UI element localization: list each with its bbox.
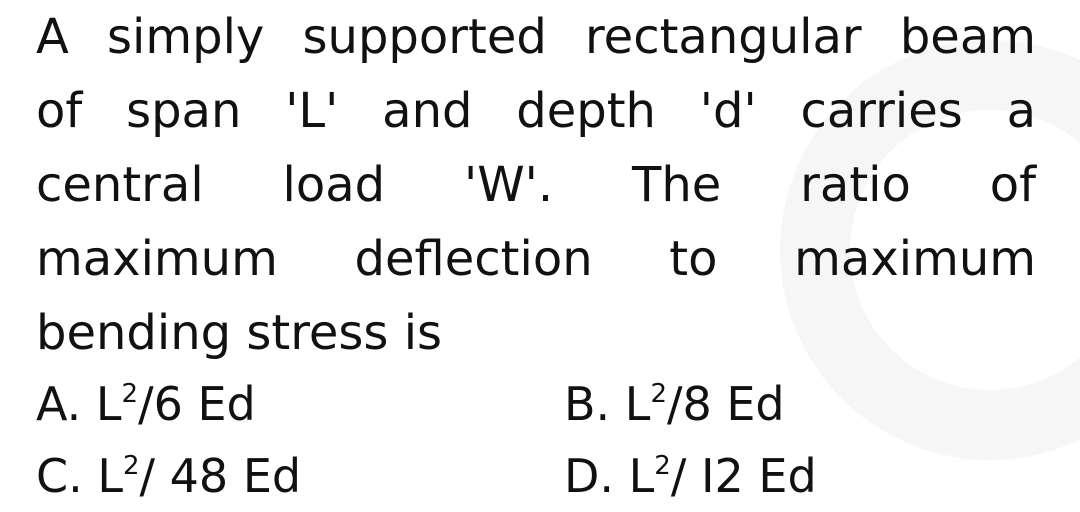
question-line-5: bending stress is: [36, 305, 443, 361]
question-line-2: of span 'L' and depth 'd' carries a: [36, 83, 1036, 139]
question-text: [36, 0, 1036, 370]
option-c[interactable]: [36, 440, 564, 512]
options-row-2: [36, 440, 1036, 512]
option-b[interactable]: [564, 368, 1036, 440]
option-c-suffix: / 48 Ed: [139, 449, 302, 503]
option-d-prefix: D. L: [564, 449, 655, 503]
option-c-prefix: C. L: [36, 449, 123, 503]
option-a-exponent: 2: [121, 379, 139, 409]
answer-options: [36, 368, 1036, 512]
question-line-4: maximum deflection to maximum: [36, 231, 1036, 287]
option-d-exponent: 2: [654, 451, 671, 481]
option-a-suffix: /6 Ed: [138, 377, 256, 431]
question-line-3: central load 'W'. The ratio of: [36, 157, 1036, 213]
option-a-prefix: A. L: [36, 377, 122, 431]
option-d-suffix: / I2 Ed: [670, 449, 817, 503]
option-a[interactable]: [36, 368, 564, 440]
option-d[interactable]: [564, 440, 1036, 512]
option-b-suffix: /8 Ed: [666, 377, 785, 431]
option-c-exponent: 2: [123, 451, 140, 481]
option-b-prefix: B. L: [564, 377, 651, 431]
question-line-1: A simply supported rectangular beam: [36, 9, 1036, 65]
option-b-exponent: 2: [650, 379, 667, 409]
options-row-1: [36, 368, 1036, 440]
